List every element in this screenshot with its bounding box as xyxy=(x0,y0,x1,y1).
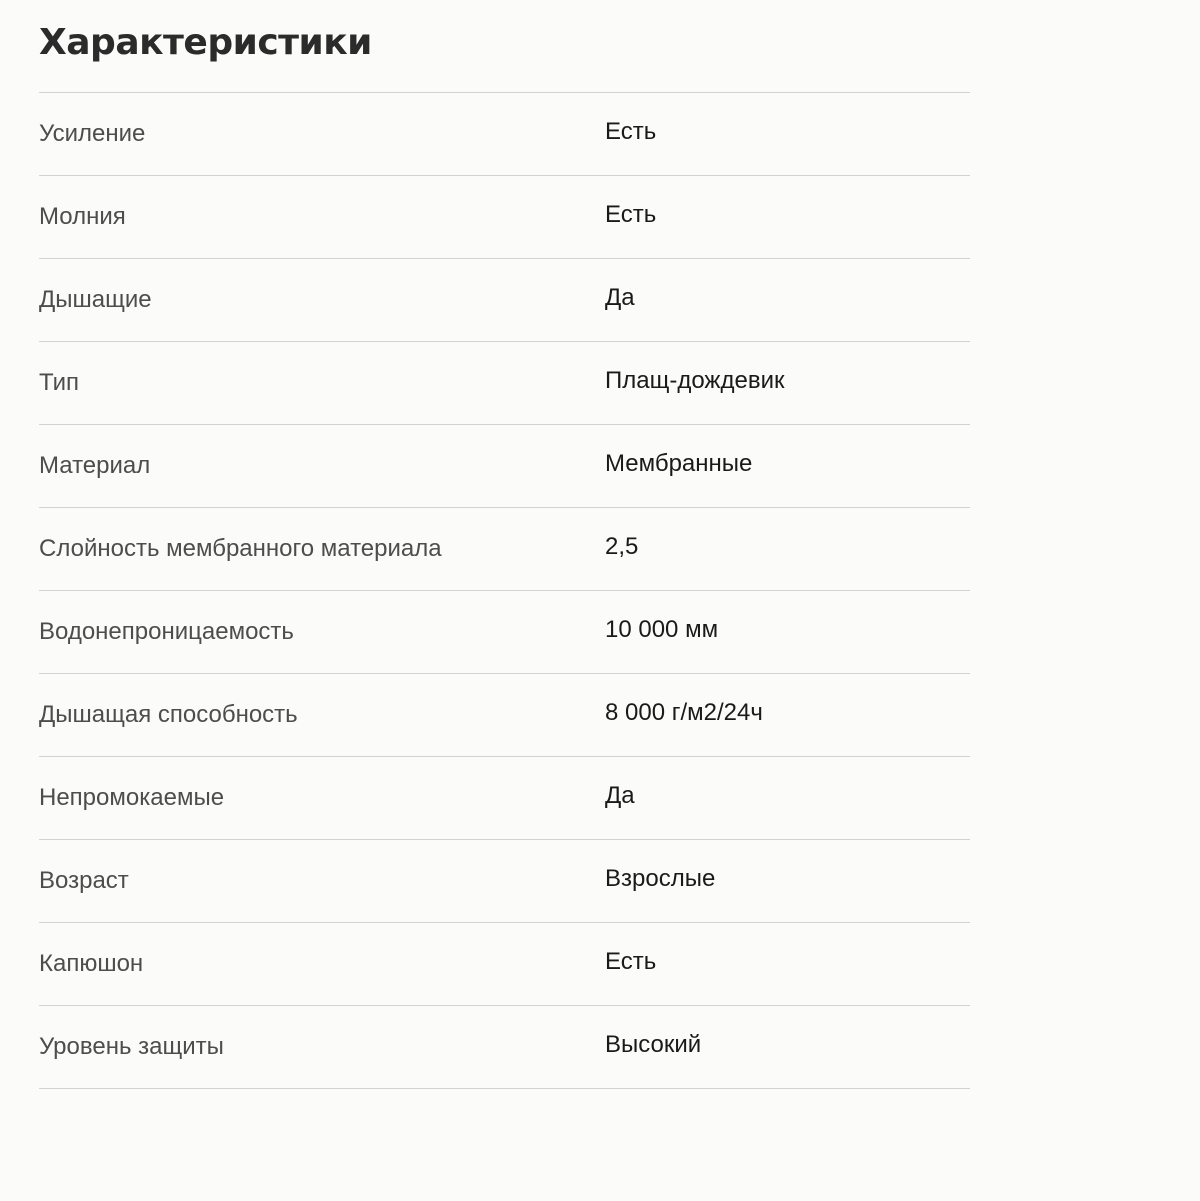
spec-label: Усиление xyxy=(39,120,146,147)
spec-value: Есть xyxy=(605,948,657,975)
spec-row-breathable xyxy=(39,259,970,342)
spec-row-protection-level xyxy=(39,1006,970,1089)
spec-row-waterproofness xyxy=(39,591,970,674)
spec-value: Да xyxy=(605,782,635,809)
spec-label: Тип xyxy=(39,369,80,396)
spec-row-reinforcement xyxy=(39,93,970,176)
spec-row-breathability xyxy=(39,674,970,757)
spec-value: 10 000 мм xyxy=(605,616,719,643)
spec-label: Дышащие xyxy=(39,286,152,313)
specs-section xyxy=(39,0,970,1089)
spec-value: Есть xyxy=(605,118,657,145)
specs-table xyxy=(39,93,970,1089)
spec-value: Есть xyxy=(605,201,657,228)
spec-row-hood xyxy=(39,923,970,1006)
spec-label: Капюшон xyxy=(39,950,144,977)
spec-label: Уровень защиты xyxy=(39,1033,224,1060)
spec-label: Возраст xyxy=(39,867,129,894)
specs-title: Характеристики xyxy=(39,0,970,93)
spec-row-zipper xyxy=(39,176,970,259)
spec-label: Непромокаемые xyxy=(39,784,225,811)
spec-row-material xyxy=(39,425,970,508)
spec-value: Взрослые xyxy=(605,865,716,892)
spec-label: Молния xyxy=(39,203,126,230)
spec-value: Высокий xyxy=(605,1031,702,1058)
spec-label: Водонепроницаемость xyxy=(39,618,294,645)
spec-row-membrane-layers xyxy=(39,508,970,591)
spec-value: Мембранные xyxy=(605,450,753,477)
spec-label: Слойность мембранного материала xyxy=(39,535,442,562)
spec-row-waterproof xyxy=(39,757,970,840)
spec-value: 8 000 г/м2/24ч xyxy=(605,699,763,726)
spec-label: Материал xyxy=(39,452,151,479)
spec-row-type xyxy=(39,342,970,425)
spec-row-age xyxy=(39,840,970,923)
spec-value: Да xyxy=(605,284,635,311)
spec-value: 2,5 xyxy=(605,533,639,560)
spec-value: Плащ-дождевик xyxy=(605,367,785,394)
spec-label: Дышащая способность xyxy=(39,701,298,728)
